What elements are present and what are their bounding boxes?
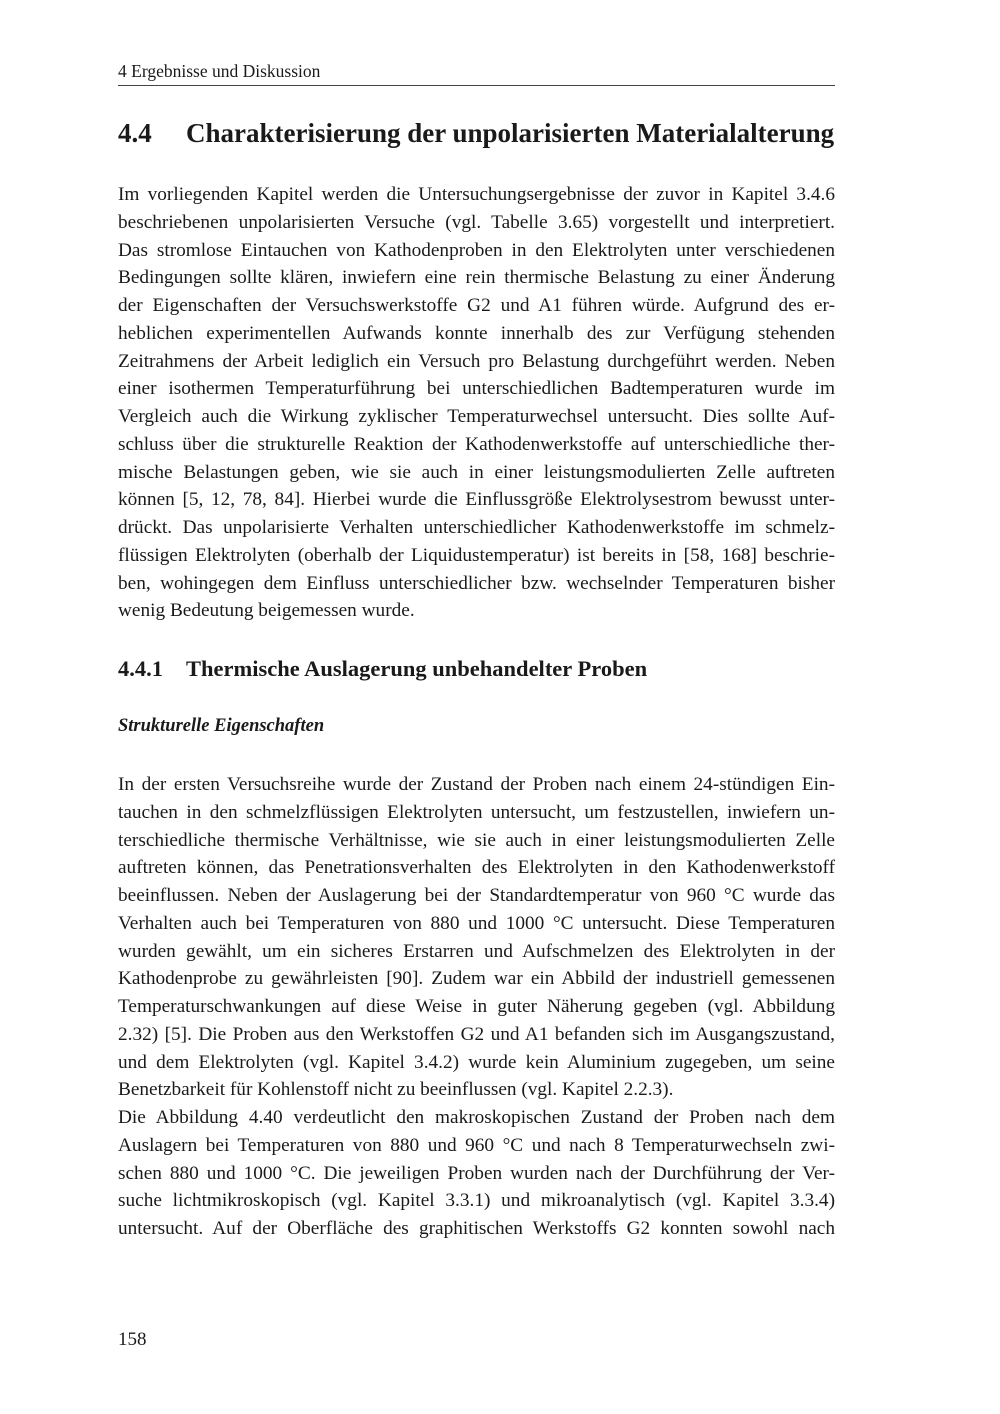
- text-line: untersucht. Auf der Oberfläche des graphitischen Werkstoffs G2 konnten sowohl nach: [118, 1218, 835, 1239]
- text-line: suche lichtmikroskopisch (vgl. Kapitel 3.3.1) und mikroanalytisch (vgl. Kapitel 3.3.4): [118, 1190, 835, 1212]
- subsection-heading: [118, 656, 835, 682]
- text-line: flüssigen Elektrolyten (oberhalb der Liquidustemperatur) ist bereits in [58, 168] beschrie-: [118, 544, 835, 566]
- text-line: Das stromlose Eintauchen von Kathodenproben in den Elektrolyten unter verschiedenen: [118, 239, 835, 261]
- text-line: In der ersten Versuchsreihe wurde der Zustand der Proben nach einem 24-stündigen Ein-: [118, 774, 835, 795]
- section-number: 4.4: [118, 118, 152, 148]
- text-line: wurden gewählt, um ein sicheres Erstarren und Aufschmelzen des Elektrolyten in der: [118, 940, 835, 962]
- paragraph-1: [118, 181, 835, 625]
- text-line: und dem Elektrolyten (vgl. Kapitel 3.4.2) wurde kein Aluminium zugegeben, um seine: [118, 1051, 835, 1073]
- text-line: Im vorliegenden Kapitel werden die Untersuchungsergebnisse der zuvor in Kapitel 3.4.6: [118, 184, 835, 205]
- text-line: der Eigenschaften der Versuchswerkstoffe G2 und A1 führen würde. Aufgrund des er-: [118, 295, 835, 316]
- text-line: mische Belastungen geben, wie sie auch in einer leistungsmodulierten Zelle auftreten: [118, 461, 835, 483]
- paragraph-2: [118, 771, 835, 1243]
- section-heading: [118, 118, 835, 149]
- text-line: Kathodenprobe zu gewährleisten [90]. Zudem war ein Abbild der industriell gemessenen: [118, 968, 835, 990]
- subsection-title: Thermische Auslagerung unbehandelter Proben: [186, 656, 648, 681]
- subsection-number: 4.4.1: [118, 656, 163, 681]
- text-line: ben, wohingegen dem Einfluss unterschiedlicher bzw. wechselnder Temperaturen bisher: [118, 572, 835, 594]
- text-line: auftreten können, das Penetrationsverhalten des Elektrolyten in den Kathodenwerkstoff: [118, 857, 835, 879]
- section-title: Charakterisierung der unpolarisierten Materialalterung: [186, 118, 835, 148]
- text-line: schluss über die strukturelle Reaktion der Kathodenwerkstoffe auf unterschiedliche ther-: [118, 433, 835, 455]
- subheading: Strukturelle Eigenschaften: [118, 716, 325, 736]
- text-line: tauchen in den schmelzflüssigen Elektrolyten untersucht, um festzustellen, inwiefern un-: [118, 801, 835, 823]
- text-line: beschriebenen unpolarisierten Versuche (vgl. Tabelle 3.65) vorgestellt und interpretiert.: [118, 211, 835, 233]
- text-line: drückt. Das unpolarisierte Verhalten unterschiedlicher Kathodenwerkstoffe im schmelz-: [118, 517, 835, 538]
- text-line: Verhalten auch bei Temperaturen von 880 und 1000 °C untersucht. Diese Temperaturen: [118, 912, 835, 934]
- text-line: Die Abbildung 4.40 verdeutlicht den makroskopischen Zustand der Proben nach dem: [118, 1107, 835, 1128]
- text-line: beeinflussen. Neben der Auslagerung bei der Standardtemperatur von 960 °C wurde das: [118, 885, 835, 906]
- page-number: 158: [118, 1329, 147, 1350]
- text-line: Temperaturschwankungen auf diese Weise in guter Näherung gegeben (vgl. Abbildung: [118, 996, 835, 1017]
- text-line: Bedingungen sollte klären, inwiefern eine rein thermische Belastung zu einer Änderung: [118, 267, 835, 289]
- text-line: 2.32) [5]. Die Proben aus den Werkstoffen G2 und A1 befanden sich im Ausgangszustand,: [118, 1023, 835, 1045]
- text-line: schen 880 und 1000 °C. Die jeweiligen Proben wurden nach der Durchführung der Ver-: [118, 1162, 835, 1184]
- text-line: können [5, 12, 78, 84]. Hierbei wurde die Einflussgröße Elektrolysestrom bewusst unter-: [118, 489, 835, 511]
- text-line: wenig Bedeutung beigemessen wurde.: [118, 600, 415, 622]
- running-header: 4 Ergebnisse und Diskussion: [118, 61, 321, 81]
- text-line: terschiedliche thermische Verhältnisse, wie sie auch in einer leistungsmodulierten Zelle: [118, 829, 835, 851]
- text-line: Benetzbarkeit für Kohlenstoff nicht zu beeinflussen (vgl. Kapitel 2.2.3).: [118, 1079, 674, 1101]
- text-line: heblichen experimentellen Aufwands konnte innerhalb des zur Verfügung stehenden: [118, 322, 835, 344]
- text-line: Vergleich auch die Wirkung zyklischer Temperaturwechsel untersucht. Dies sollte Auf-: [118, 406, 835, 427]
- text-line: Zeitrahmens der Arbeit lediglich ein Versuch pro Belastung durchgeführt werden. Neben: [118, 350, 835, 372]
- header-rule: [118, 85, 835, 86]
- text-line: einer isothermen Temperaturführung bei unterschiedlichen Badtemperaturen wurde im: [118, 378, 835, 400]
- text-line: Auslagern bei Temperaturen von 880 und 960 °C und nach 8 Temperaturwechseln zwi-: [118, 1134, 835, 1156]
